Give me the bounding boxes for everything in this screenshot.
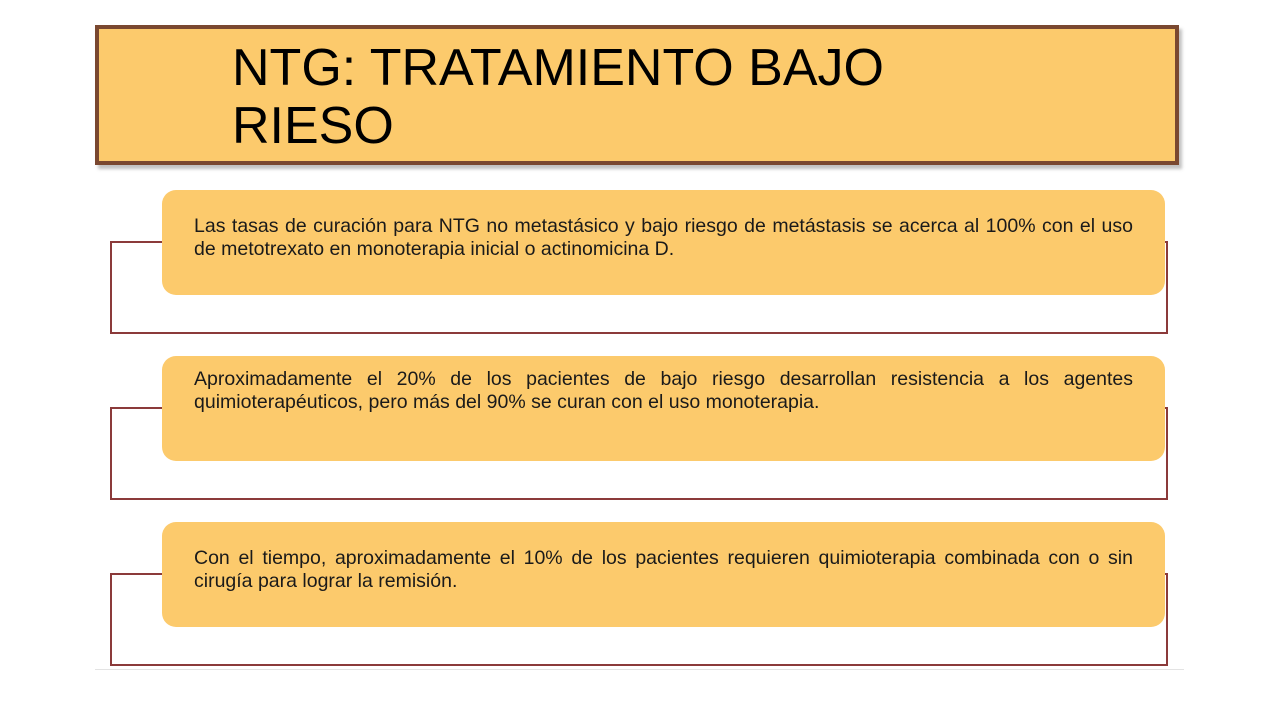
item-3-text: Con el tiempo, aproximadamente el 10% de los pacientes requieren quimioterapia combinada con o sin cirugía para lograr la remisión.: [194, 547, 1133, 592]
title-box: [95, 25, 1179, 165]
slide-title: NTG: TRATAMIENTO BAJO RIESO: [232, 39, 884, 155]
item-3-box: [162, 522, 1165, 627]
item-2-text: Aproximadamente el 20% de los pacientes de bajo riesgo desarrollan resistencia a los agentes quimioterapéuticos, pero más del 90% se curan con el uso monoterapia.: [194, 368, 1133, 413]
item-1-text: Las tasas de curación para NTG no metastásico y bajo riesgo de metástasis se acerca al 100% con el uso de metotrexato en monoterapia inicial o actinomicina D.: [194, 215, 1133, 260]
item-2-box: [162, 356, 1165, 461]
bottom-divider: [95, 669, 1184, 670]
item-1-box: [162, 190, 1165, 295]
